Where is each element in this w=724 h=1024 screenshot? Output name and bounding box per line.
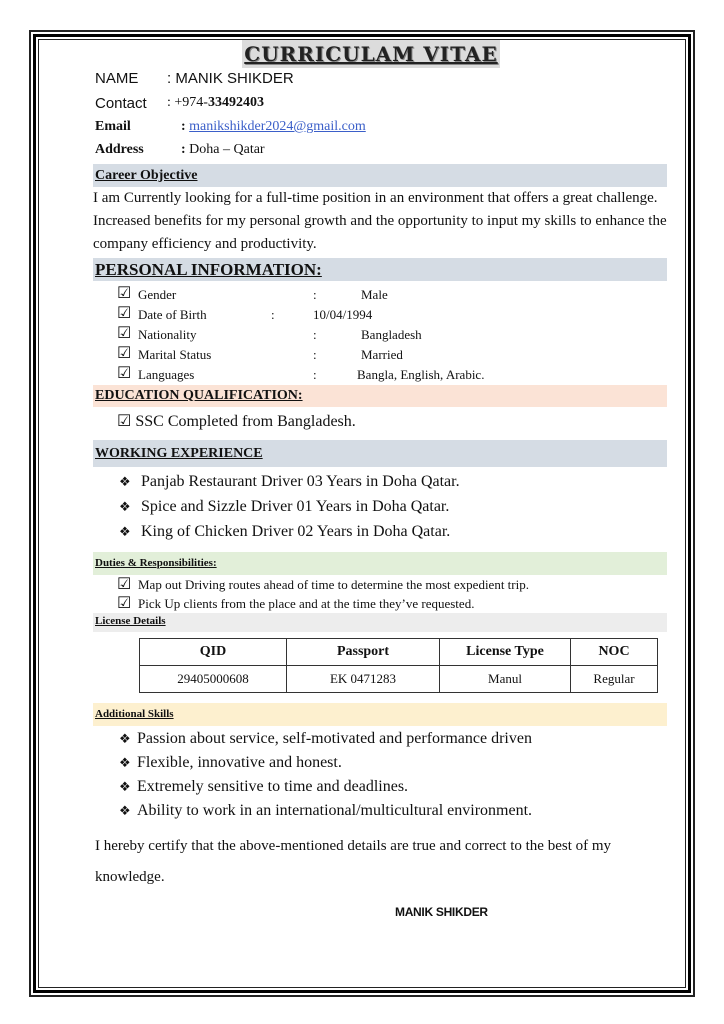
personal-info-languages	[95, 365, 667, 385]
skill-item	[95, 775, 667, 799]
contact-row	[95, 95, 667, 119]
gender-label: Gender	[138, 287, 177, 302]
duty-item	[95, 575, 667, 594]
experience-text: Panjab Restaurant Driver 03 Years in Doha Qatar.	[141, 473, 460, 490]
email-value-wrap	[181, 119, 366, 135]
career-objective-heading: Career Objective	[93, 164, 667, 187]
checkbox-icon: ☑	[117, 576, 132, 593]
address-colon: :	[181, 142, 190, 157]
diamond-bullet-icon: ❖	[119, 780, 131, 795]
additional-skills-list	[95, 726, 667, 823]
duty-text: Map out Driving routes ahead of time to determine the most expedient trip.	[138, 577, 529, 592]
address-value: Doha – Qatar	[189, 142, 265, 157]
contact-label: Contact	[95, 95, 147, 112]
license-heading: License Details	[93, 613, 667, 632]
duty-item	[95, 594, 667, 613]
marital-status-label: Marital Status	[138, 347, 212, 362]
title-wrapper	[75, 40, 667, 70]
personal-information-list	[95, 281, 667, 385]
noc-cell: Regular	[571, 666, 658, 693]
column-header-passport: Passport	[287, 639, 440, 666]
email-label: Email	[95, 119, 131, 134]
name-label: NAME	[95, 70, 139, 87]
signature-name: MANIK SHIKDER	[395, 905, 488, 919]
name-row	[95, 70, 667, 95]
contact-block	[95, 70, 667, 164]
personal-info-nationality	[95, 325, 667, 345]
checkbox-icon: ☑	[117, 305, 132, 322]
contact-value	[167, 95, 264, 111]
skill-text: Extremely sensitive to time and deadlines.	[137, 778, 409, 795]
checkbox-icon: ☑	[117, 595, 132, 612]
diamond-bullet-icon: ❖	[119, 804, 131, 819]
dob-value: 10/04/1994	[313, 307, 373, 322]
email-row	[95, 119, 667, 142]
column-header-license-type: License Type	[440, 639, 571, 666]
marital-status-colon: :	[313, 347, 317, 362]
gender-value: Male	[361, 287, 388, 302]
diamond-bullet-icon: ❖	[119, 525, 131, 540]
personal-info-marital-status	[95, 345, 667, 365]
column-header-noc: NOC	[571, 639, 658, 666]
additional-skills-heading: Additional Skills	[93, 703, 667, 726]
license-table	[139, 638, 658, 693]
experience-text: Spice and Sizzle Driver 01 Years in Doha Qatar.	[141, 498, 450, 515]
diamond-bullet-icon: ❖	[119, 500, 131, 515]
nationality-colon: :	[313, 327, 317, 342]
experience-item	[95, 519, 667, 544]
marital-status-value: Married	[361, 347, 403, 362]
contact-prefix: : +974-	[167, 95, 208, 110]
email-link[interactable]: manikshikder2024@gmail.com	[189, 119, 366, 134]
nationality-value: Bangladesh	[361, 327, 422, 342]
column-header-qid: QID	[140, 639, 287, 666]
cv-document	[95, 40, 667, 893]
diamond-bullet-icon: ❖	[119, 732, 131, 747]
checkbox-icon: ☑	[117, 365, 132, 382]
education-item	[95, 407, 667, 437]
skill-text: Ability to work in an international/multicultural environment.	[137, 802, 533, 819]
skill-item	[95, 799, 667, 823]
skill-text: Passion about service, self-motivated and performance driven	[137, 730, 532, 747]
skill-text: Flexible, innovative and honest.	[137, 754, 342, 771]
checkbox-icon: ☑	[117, 325, 132, 342]
education-heading: EDUCATION QUALIFICATION:	[93, 385, 667, 407]
license-table-header	[140, 639, 658, 666]
table-row	[140, 666, 658, 693]
checkbox-icon: ☑	[117, 413, 132, 430]
education-text: SSC Completed from Bangladesh.	[135, 413, 356, 430]
skill-item	[95, 727, 667, 751]
working-experience-list	[95, 467, 667, 544]
license-type-cell: Manul	[440, 666, 571, 693]
experience-item	[95, 469, 667, 494]
diamond-bullet-icon: ❖	[119, 756, 131, 771]
dob-colon: :	[271, 307, 275, 322]
personal-info-gender	[95, 285, 667, 305]
passport-cell: EK 0471283	[287, 666, 440, 693]
qid-cell: 29405000608	[140, 666, 287, 693]
address-row	[95, 142, 667, 164]
languages-value: Bangla, English, Arabic.	[357, 367, 485, 382]
duties-list	[95, 575, 667, 613]
certification-text: I hereby certify that the above-mentioned details are true and correct to the best of my knowledge.	[95, 838, 612, 885]
personal-information-heading: PERSONAL INFORMATION:	[93, 258, 667, 281]
diamond-bullet-icon: ❖	[119, 475, 131, 490]
checkbox-icon: ☑	[117, 345, 132, 362]
nationality-label: Nationality	[138, 327, 197, 342]
document-title: CURRICULAM VITAE	[244, 42, 498, 66]
working-experience-heading: WORKING EXPERIENCE	[93, 440, 667, 467]
duty-text: Pick Up clients from the place and at the time they’ve requested.	[138, 596, 475, 611]
dob-label: Date of Birth	[138, 307, 207, 322]
email-colon: :	[181, 119, 190, 134]
name-value: : MANIK SHIKDER	[167, 70, 294, 87]
address-label: Address	[95, 142, 144, 157]
gender-colon: :	[313, 287, 317, 302]
languages-label: Languages	[138, 367, 195, 382]
duties-heading: Duties & Responsibilities:	[93, 552, 667, 575]
experience-item	[95, 494, 667, 519]
skill-item	[95, 751, 667, 775]
checkbox-icon: ☑	[117, 285, 132, 302]
personal-info-dob	[95, 305, 667, 325]
experience-text: King of Chicken Driver 02 Years in Doha Qatar.	[141, 523, 451, 540]
contact-number: 33492403	[207, 95, 264, 110]
career-objective-text: I am Currently looking for a full-time position in an environment that offers a great challenge. Increased benefits for my personal growth and the opportunity to input my skills to enhance the company efficiency and productivity.	[93, 190, 667, 252]
address-value-wrap	[181, 142, 265, 158]
languages-colon: :	[313, 367, 317, 382]
